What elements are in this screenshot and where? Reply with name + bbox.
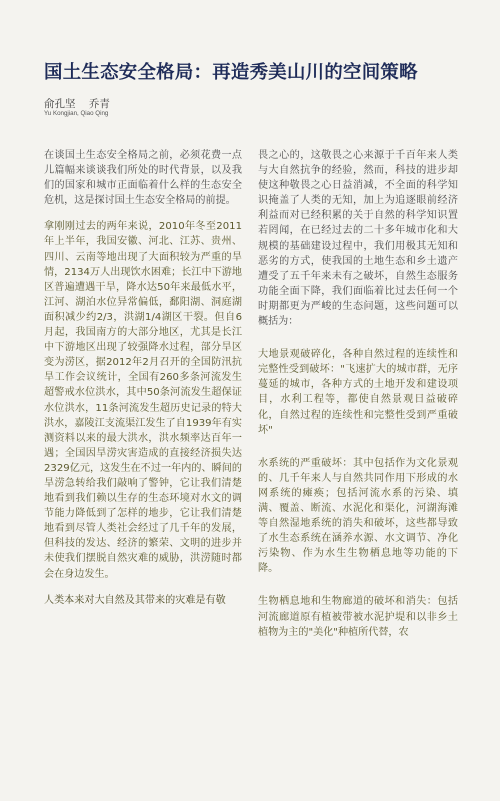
authors-chinese: 俞孔坚 乔青: [44, 98, 110, 110]
left-paragraph-2: 拿刚刚过去的两年来说，2010年冬至2011年上半年，我国安徽、河北、江苏、贵州、四川、云南等地出现了大面积较为严重的旱情，2134万人出现饮水困难；长江中下游地区普遍遭遇干旱，降水达50年来最低水平，江河、湖泊水位异常偏低，鄱阳湖、洞庭湖面积减少约2/3，洪湖1/4湖区干裂。但自6月起，我国南方的大部分地区，尤其是长江中下游地区出现了较强降水过程，部分旱区变为涝区，据2012年2月召开的全国防汛抗旱工作会议统计，全国有260多条河流发生超警戒水位洪水，其中50条河流发生超保证水位洪水，11条河流发生超历史记录的特大洪水，嘉陵江支流渠江发生了自1939年有实测资料以来的最大洪水，洪水频率达百年一遇；全国因旱涝灾害造成的直接经济损失达2329亿元，这发生在不过一年内的、瞬间的旱涝急转给我们敲响了警钟，它让我们清楚地看到我们赖以生存的生态环境对水文的调节能力降低到了怎样的地步，它让我们清楚地看到尽管人类社会经过了几千年的发展，但科技的发达、经济的繁荣、文明的进步并未使我们摆脱自然灾难的威胁，洪涝随时都会在身边发生。: [44, 221, 242, 580]
left-column: [44, 148, 242, 619]
right-paragraph-3: 水系统的严重破坏：其中包括作为文化景观的、几千年来人与自然共同作用下形成的水网系统的瘫痪；包括河流水系的污染、填满、覆盖、断流、水泥化和渠化，河湖海滩等自然湿地系统的消失和破坏，这些都导致了水生态系统在涵养水源、水文调节、净化污染物、作为水生生物栖息地等功能的下降。: [258, 457, 458, 575]
authors-english: Yu Kongjian, Qiao Qing: [44, 110, 109, 117]
article-title: 国土生态安全格局：再造秀美山川的空间策略: [44, 62, 418, 83]
left-paragraph-1: 在谈国土生态安全格局之前，必须花费一点儿篇幅来谈谈我们所处的时代背景，以及我们的国家和城市正面临着什么样的生态安全危机，这是探讨国土生态安全格局的前提。: [44, 150, 242, 207]
right-column: [258, 148, 458, 658]
right-paragraph-2: 大地景观破碎化，各种自然过程的连续性和完整性受到破坏："飞速扩大的城市群，无序蔓延的城市，各种方式的土地开发和建设项目，水利工程等，都使自然景观日益破碎化，自然过程的连续性和完整性受到严重破坏": [258, 349, 458, 436]
right-paragraph-1: 畏之心的，这敬畏之心来源于千百年来人类与大自然抗争的经验，然而，科技的进步却使这种敬畏之心日益消减，不全面的科学知识掩盖了人类的无知，加上为追逐眼前经济利益而对已经积累的关于自然的科学知识置若罔闻，在已经过去的二十多年城市化和大规模的基础建设过程中，我们用极其无知和恶劣的方式，使我国的土地生态和乡土遗产遭受了五千年来未有之破坏，自然生态服务功能全面下降，我们面临着比过去任何一个时期都更为严峻的生态问题，这些问题可以概括为：: [258, 150, 458, 328]
right-paragraph-4: 生物栖息地和生物廊道的破坏和消失：包括河流廊道原有植被带被水泥护堤和以非乡土植物为主的"美化"种植所代替，农: [258, 596, 458, 638]
left-paragraph-3: 人类本来对大自然及其带来的灾难是有敬: [44, 594, 226, 606]
